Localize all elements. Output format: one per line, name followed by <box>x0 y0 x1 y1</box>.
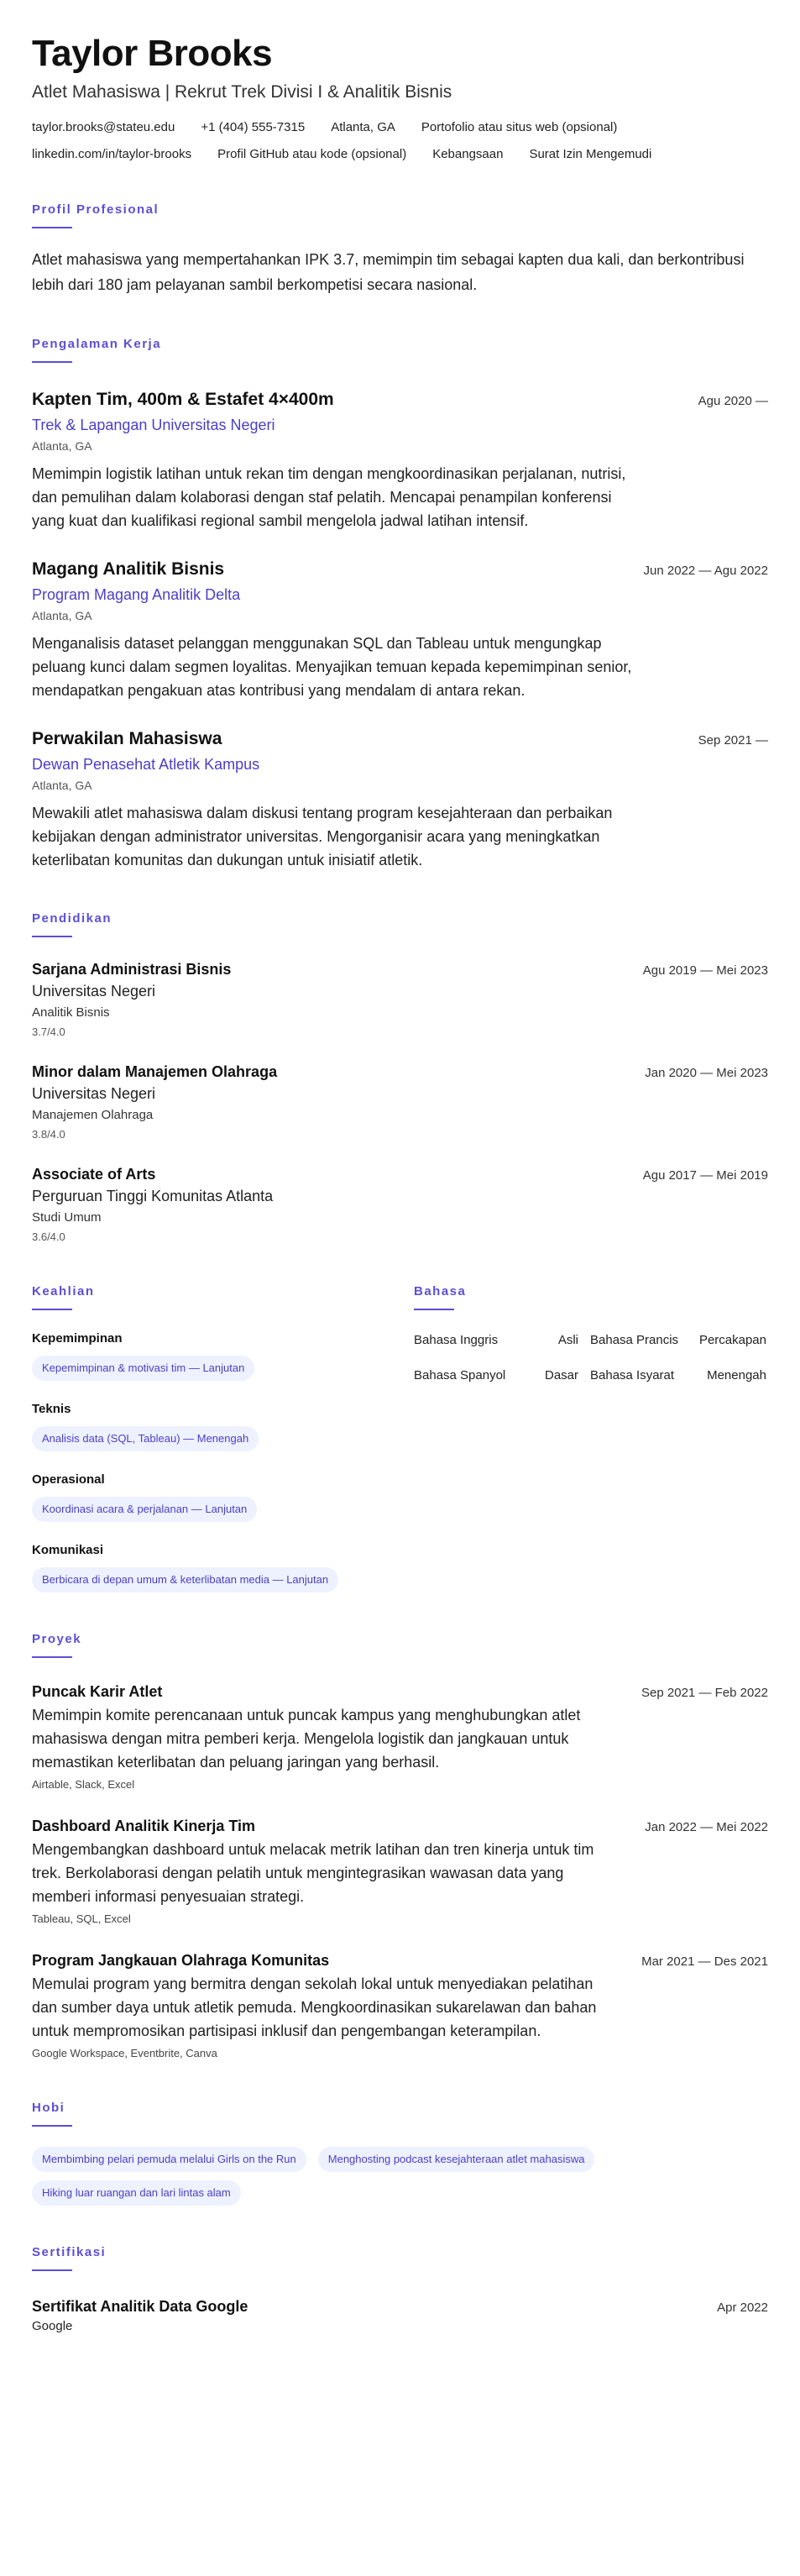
skill-category: Operasional <box>32 1472 105 1487</box>
education-school: Universitas Negeri <box>32 1085 156 1102</box>
education-gpa: 3.7/4.0 <box>32 1026 65 1038</box>
job-location: Atlanta, GA <box>32 439 92 453</box>
project-entry <box>32 1681 768 1792</box>
experience-section <box>32 336 768 872</box>
section-title: Pengalaman Kerja <box>32 337 162 351</box>
language-level: Menengah <box>707 1368 766 1382</box>
contact-list <box>32 119 768 163</box>
language-name: Bahasa Prancis <box>590 1333 679 1347</box>
candidate-name: Taylor Brooks <box>32 33 273 74</box>
section-divider <box>32 2269 72 2271</box>
hobbies-section <box>32 2100 768 2206</box>
section-divider <box>32 1309 72 1310</box>
project-date: Jan 2022 — Mei 2022 <box>645 1820 768 1834</box>
education-entry <box>32 959 768 1040</box>
projects-section <box>32 1631 768 2061</box>
section-title: Keahlian <box>32 1284 95 1298</box>
contact-license: Surat Izin Mengemudi <box>529 147 652 161</box>
section-divider <box>32 361 72 363</box>
job-date: Jun 2022 — Agu 2022 <box>643 564 768 578</box>
education-degree: Minor dalam Manajemen Olahraga <box>32 1063 278 1080</box>
job-title: Perwakilan Mahasiswa <box>32 729 222 748</box>
job-description: Mewakili atlet mahasiswa dalam diskusi tentang program kesejahteraan dan perbaikan kebijakan dengan administrator universitas. Mengorganisir acara yang meningkatkan keterlibatan komunitas dan dukungan untuk inisiatif atletik. <box>32 805 613 868</box>
language-name: Bahasa Spanyol <box>414 1368 506 1382</box>
contact-github[interactable]: Profil GitHub atau kode (opsional) <box>217 147 407 161</box>
skill-category: Komunikasi <box>32 1543 104 1557</box>
education-field: Studi Umum <box>32 1210 102 1225</box>
project-title: Puncak Karir Atlet <box>32 1683 163 1700</box>
section-title: Hobi <box>32 2101 65 2115</box>
section-divider <box>32 936 72 937</box>
job-location: Atlanta, GA <box>32 609 92 622</box>
certifications-section <box>32 2244 768 2335</box>
candidate-headline: Atlet Mahasiswa | Rekrut Trek Divisi I & Analitik Bisnis <box>32 82 452 102</box>
education-field: Analitik Bisnis <box>32 1005 110 1020</box>
job-organization: Dewan Penasehat Atletik Kampus <box>32 756 260 773</box>
section-title: Profil Profesional <box>32 202 159 217</box>
job-description: Memimpin logistik latihan untuk rekan tim dengan mengkoordinasikan perjalanan, nutrisi, dan pemulihan dalam kolaborasi dengan staf pelatih. Mencapai penampilan konferensi yang kuat dan kualifikasi regional sambil mengelola jadwal latihan intensif. <box>32 465 626 529</box>
section-title: Sertifikasi <box>32 2245 107 2259</box>
skill-chip: Kepemimpinan & motivasi tim — Lanjutan <box>32 1356 254 1381</box>
education-school: Universitas Negeri <box>32 983 156 999</box>
skill-chip: Analisis data (SQL, Tableau) — Menengah <box>32 1426 259 1451</box>
education-degree: Associate of Arts <box>32 1166 156 1183</box>
education-date: Agu 2017 — Mei 2019 <box>642 1168 768 1183</box>
skill-group <box>32 1472 414 1522</box>
project-tools: Airtable, Slack, Excel <box>32 1778 135 1791</box>
section-divider <box>32 227 72 228</box>
contact-location: Atlanta, GA <box>331 120 395 134</box>
skill-category: Kepemimpinan <box>32 1331 123 1346</box>
contact-portfolio[interactable]: Portofolio atau situs web (opsional) <box>421 120 618 134</box>
skill-group <box>32 1542 414 1592</box>
skills-section <box>32 1283 414 1592</box>
project-entry <box>32 1816 768 1927</box>
job-date: Agu 2020 — <box>698 394 768 408</box>
job-date: Sep 2021 — <box>698 733 768 748</box>
skill-chip: Koordinasi acara & perjalanan — Lanjutan <box>32 1497 257 1522</box>
skill-category: Teknis <box>32 1402 71 1416</box>
job-organization: Trek & Lapangan Universitas Negeri <box>32 417 275 433</box>
skill-chip: Berbicara di depan umum & keterlibatan media — Lanjutan <box>32 1567 338 1592</box>
skill-group <box>32 1401 414 1451</box>
education-date: Jan 2020 — Mei 2023 <box>645 1066 768 1080</box>
hobby-chip: Membimbing pelari pemuda melalui Girls on the Run <box>32 2147 306 2172</box>
section-title: Pendidikan <box>32 911 112 926</box>
education-entry <box>32 1062 768 1142</box>
language-name: Bahasa Inggris <box>414 1333 499 1347</box>
education-section <box>32 910 768 1245</box>
job-entry <box>32 558 768 702</box>
section-title: Proyek <box>32 1632 82 1646</box>
skills-languages-row <box>32 1283 768 1592</box>
language-level: Asli <box>557 1333 578 1347</box>
job-location: Atlanta, GA <box>32 779 92 792</box>
profile-section <box>32 202 768 297</box>
language-list <box>414 1332 766 1384</box>
languages-section <box>414 1283 766 1592</box>
certification-issuer: Google <box>32 2319 73 2333</box>
section-title: Bahasa <box>414 1284 467 1298</box>
project-description: Memimpin komite perencanaan untuk puncak kampus yang menghubungkan atlet mahasiswa dengan mitra pemberi kerja. Mengelola logistik dan jangkauan untuk memastikan keterlibatan dan peluang jaringan yang berhasil. <box>32 1707 581 1771</box>
certification-entry <box>32 2296 768 2335</box>
job-title: Kapten Tim, 400m & Estafet 4×400m <box>32 390 334 409</box>
project-title: Program Jangkauan Olahraga Komunitas <box>32 1952 330 1969</box>
project-date: Mar 2021 — Des 2021 <box>641 1954 768 1969</box>
hobby-list <box>32 2138 768 2206</box>
job-organization: Program Magang Analitik Delta <box>32 586 241 603</box>
contact-email[interactable]: taylor.brooks@stateu.edu <box>32 120 175 134</box>
language-level: Dasar <box>544 1368 578 1382</box>
project-entry <box>32 1950 768 2061</box>
contact-linkedin[interactable]: linkedin.com/in/taylor-brooks <box>32 147 192 161</box>
hobby-chip: Hiking luar ruangan dan lari lintas alam <box>32 2180 241 2206</box>
section-divider <box>32 1656 72 1658</box>
job-entry <box>32 727 768 872</box>
project-description: Mengembangkan dashboard untuk melacak metrik latihan dan tren kinerja untuk tim trek. Berkolaborasi dengan pelatih untuk mengintegrasikan wawasan data yang memberi informasi penyesuaian strategi. <box>32 1841 594 1905</box>
education-date: Agu 2019 — Mei 2023 <box>642 963 768 978</box>
project-tools: Google Workspace, Eventbrite, Canva <box>32 2047 217 2059</box>
section-divider <box>32 2125 72 2127</box>
project-tools: Tableau, SQL, Excel <box>32 1912 131 1925</box>
education-school: Perguruan Tinggi Komunitas Atlanta <box>32 1188 274 1204</box>
certification-title: Sertifikat Analitik Data Google <box>32 2298 248 2315</box>
project-title: Dashboard Analitik Kinerja Tim <box>32 1818 256 1834</box>
skill-group <box>32 1330 414 1381</box>
project-description: Memulai program yang bermitra dengan sekolah lokal untuk menyediakan pelatihan dan sumber daya untuk atletik pemuda. Mengkoordinasikan sukarelawan dan bahan untuk mempromosikan partisipasi inklusif dan pengembangan keterampilan. <box>32 1975 597 2039</box>
language-name: Bahasa Isyarat <box>590 1368 675 1382</box>
certification-date: Apr 2022 <box>717 2301 768 2315</box>
education-degree: Sarjana Administrasi Bisnis <box>32 961 232 978</box>
job-entry <box>32 388 768 533</box>
education-gpa: 3.6/4.0 <box>32 1230 65 1243</box>
education-entry <box>32 1164 768 1245</box>
job-description: Menganalisis dataset pelanggan menggunakan SQL dan Tableau untuk mengungkap peluang kunci dalam segmen loyalitas. Menyajikan temuan kepada kepemimpinan senior, mendapatkan pengakuan atas kontribusi yang mendalam di antara rekan. <box>32 635 632 699</box>
profile-summary: Atlet mahasiswa yang mempertahankan IPK 3.7, memimpin tim sebagai kapten dua kali, dan berkontribusi lebih dari 180 jam pelayanan sambil berkompetisi secara nasional. <box>32 251 745 293</box>
section-divider <box>414 1309 454 1310</box>
education-gpa: 3.8/4.0 <box>32 1128 65 1141</box>
job-title: Magang Analitik Bisnis <box>32 559 225 579</box>
hobby-chip: Menghosting podcast kesejahteraan atlet mahasiswa <box>318 2147 595 2172</box>
education-field: Manajemen Olahraga <box>32 1108 154 1122</box>
contact-nationality: Kebangsaan <box>432 147 504 161</box>
project-date: Sep 2021 — Feb 2022 <box>641 1686 768 1700</box>
language-level: Percakapan <box>698 1333 766 1347</box>
contact-phone[interactable]: +1 (404) 555-7315 <box>201 120 306 134</box>
